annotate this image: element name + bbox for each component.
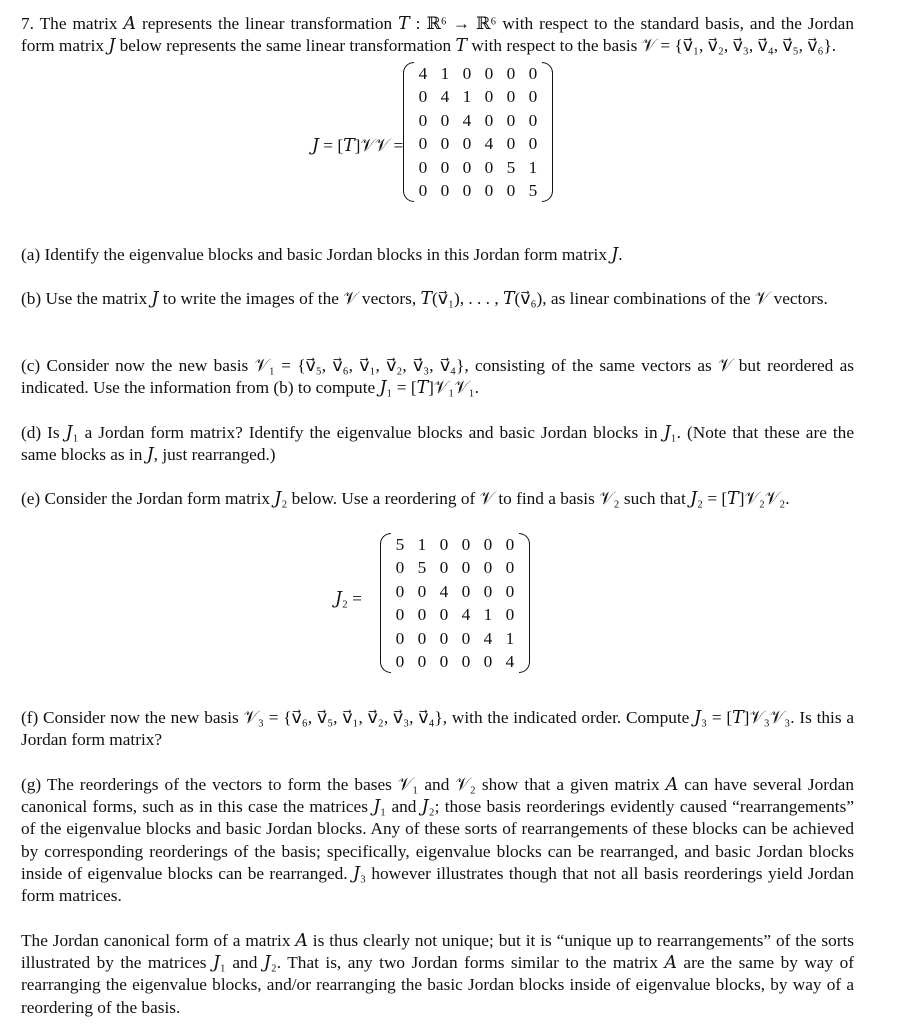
matrix-entry: 0	[439, 605, 449, 625]
matrix-entry: 0	[439, 535, 449, 554]
matrix-entry: 0	[439, 558, 449, 578]
matrix-entry: 0	[483, 651, 493, 671]
matrix-entry: 0	[506, 134, 516, 154]
matrix-entry: 0	[483, 581, 493, 601]
matrix-entry: 0	[506, 87, 516, 107]
matrix-entry: 0	[417, 605, 427, 625]
matrix-entry: 0	[484, 180, 494, 200]
part-a: (a) Identify the eigenvalue blocks and basic Jordan blocks in this Jordan form matrix 𝐽.	[21, 245, 623, 264]
matrix-entry: 0	[440, 110, 450, 130]
matrix-entry: 0	[395, 628, 405, 648]
matrix-entry: 4	[440, 87, 450, 107]
conclusion: The Jordan canonical form of a matrix 𝐴 is thus clearly not unique; but it is “unique up to rearrangements” of the sorts illustrated by the matrices 𝐽₁ and 𝐽₂. That is, any two Jordan forms similar to the matrix 𝐴 are the same by way of rearranging the eigenvalue blocks, and/or rearranging the basic Jordan blocks inside of eigenvalue blocks, by way of a reordering of the basis.	[21, 931, 854, 1017]
matrix-entry: 5	[417, 558, 427, 578]
matrix-entry: 0	[462, 180, 472, 200]
matrix-entry: 0	[440, 180, 450, 200]
j2-matrix-label: 𝐽₂ =	[335, 589, 363, 608]
matrix-entry: 4	[439, 581, 449, 601]
matrix-entry: 4	[461, 605, 471, 625]
matrix-entry: 0	[528, 64, 538, 83]
matrix-entry: 0	[418, 134, 428, 154]
matrix-entry: 0	[418, 180, 428, 200]
matrix-entry: 0	[505, 535, 515, 554]
matrix-entry: 1	[505, 628, 515, 648]
matrix-entry: 0	[395, 558, 405, 578]
matrix-entry: 1	[483, 605, 493, 625]
matrix-entry: 0	[418, 110, 428, 130]
matrix-entry: 5	[528, 180, 538, 200]
matrix-entry: 0	[395, 651, 405, 671]
matrix-entry: 0	[462, 134, 472, 154]
matrix-entry: 4	[505, 651, 515, 671]
matrix-entry: 0	[440, 157, 450, 177]
matrix-entry: 4	[418, 64, 428, 83]
part-e: (e) Consider the Jordan form matrix 𝐽₂ below. Use a reordering of 𝒱 to find a basis 𝒱₂ such that 𝐽₂ = [𝑇]𝒱₂𝒱₂.	[21, 489, 790, 508]
matrix-entry: 0	[528, 87, 538, 107]
matrix-entry: 0	[506, 110, 516, 130]
matrix-entry: 5	[395, 535, 405, 554]
matrix-entry: 0	[462, 157, 472, 177]
matrix-entry: 0	[395, 581, 405, 601]
part-c: (c) Consider now the new basis 𝒱₁ = {v⃗₅, v⃗₆, v⃗₁, v⃗₂, v⃗₃, v⃗₄}, consisting of the same vectors as 𝒱 but reordered as indicated. Use the information from (b) to compute 𝐽₁ = [𝑇]𝒱₁𝒱₁.	[21, 356, 854, 398]
matrix-entry: 0	[506, 64, 516, 83]
matrix-entry: 1	[528, 157, 538, 177]
matrix-entry: 0	[505, 581, 515, 601]
matrix-entry: 0	[461, 558, 471, 578]
matrix-entry: 0	[506, 180, 516, 200]
matrix-entry: 0	[440, 134, 450, 154]
matrix-entry: 0	[395, 605, 405, 625]
matrix-entry: 0	[461, 628, 471, 648]
j-matrix	[403, 62, 553, 202]
j-matrix-label: 𝐽 = [𝑇]𝒱𝒱 =	[312, 136, 404, 155]
matrix-entry: 0	[483, 558, 493, 578]
problem-intro: 7. The matrix 𝐴 represents the linear transformation 𝑇 : ℝ⁶ → ℝ⁶ with respect to the standard basis, and the Jordan form matrix 𝐽 below represents the same linear transformation 𝑇 with respect to the basis 𝒱 = {v⃗₁, v⃗₂, v⃗₃, v⃗₄, v⃗₅, v⃗₆}.	[21, 14, 854, 56]
matrix-entry: 0	[417, 628, 427, 648]
matrix-entry: 0	[484, 157, 494, 177]
matrix-entry: 0	[418, 87, 428, 107]
matrix-entry: 0	[461, 535, 471, 554]
part-g: (g) The reorderings of the vectors to form the bases 𝒱₁ and 𝒱₂ show that a given matrix 𝐴 can have several Jordan canonical forms, such as in this case the matrices 𝐽₁ and 𝐽₂; those basis reorderings evidently caused “rearrangements” of the eigenvalue blocks and basic Jordan blocks. Any of these sorts of rearrangements of these blocks can be achieved by corresponding reorderings of the basis; specifically, eigenvalue blocks can be rearranged, and basic Jordan blocks inside of eigenvalue blocks can be rearranged. 𝐽₃ however illustrates though that not all basis reorderings yield Jordan form matrices.	[21, 775, 854, 906]
matrix-entry: 0	[417, 651, 427, 671]
matrix-entry: 0	[505, 558, 515, 578]
matrix-entry: 4	[483, 628, 493, 648]
matrix-entry: 0	[417, 581, 427, 601]
matrix-entry: 0	[505, 605, 515, 625]
part-d: (d) Is 𝐽₁ a Jordan form matrix? Identify the eigenvalue blocks and basic Jordan blocks in 𝐽₁. (Note that these are the same blocks as in 𝐽, just rearranged.)	[21, 423, 854, 465]
matrix-entry: 0	[528, 110, 538, 130]
matrix-entry: 1	[462, 87, 472, 107]
part-f: (f) Consider now the new basis 𝒱₃ = {v⃗₆, v⃗₅, v⃗₁, v⃗₂, v⃗₃, v⃗₄}, with the indicated order. Compute 𝐽₃ = [𝑇]𝒱₃𝒱₃. Is this a Jordan form matrix?	[21, 708, 854, 750]
matrix-entry: 0	[484, 87, 494, 107]
matrix-entry: 0	[439, 628, 449, 648]
matrix-entry: 0	[461, 651, 471, 671]
matrix-entry: 0	[462, 64, 472, 83]
matrix-entry: 0	[484, 110, 494, 130]
matrix-entry: 0	[484, 64, 494, 83]
matrix-entry: 0	[528, 134, 538, 154]
matrix-entry: 0	[439, 651, 449, 671]
matrix-entry: 1	[440, 64, 450, 83]
part-b: (b) Use the matrix 𝐽 to write the images of the 𝒱 vectors, 𝑇(v⃗₁), . . . , 𝑇(v⃗₆), as linear combinations of the 𝒱 vectors.	[21, 289, 828, 308]
matrix-entry: 4	[484, 134, 494, 154]
matrix-entry: 5	[506, 157, 516, 177]
matrix-entry: 0	[461, 581, 471, 601]
matrix-entry: 1	[417, 535, 427, 554]
j2-matrix	[380, 533, 530, 673]
matrix-entry: 4	[462, 110, 472, 130]
matrix-entry: 0	[418, 157, 428, 177]
matrix-entry: 0	[483, 535, 493, 554]
